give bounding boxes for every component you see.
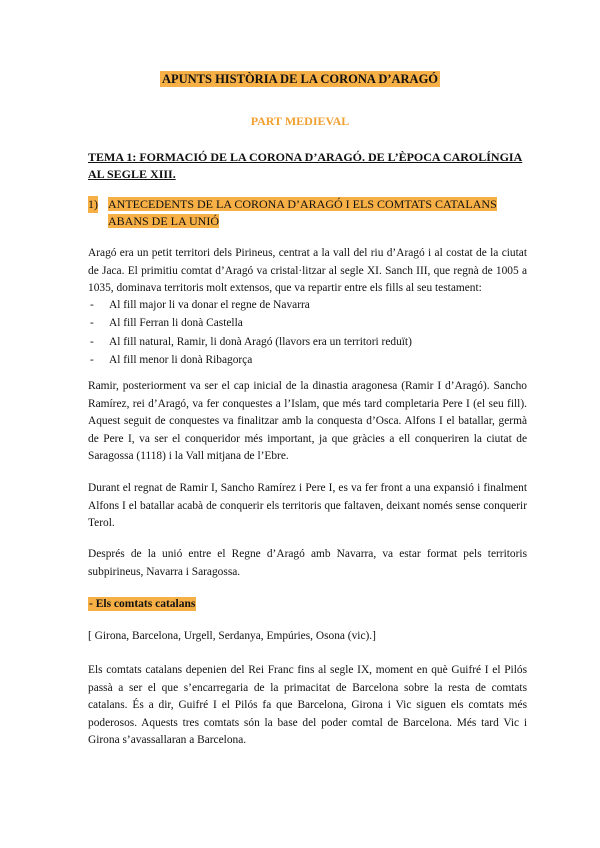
- bullet-list: [88, 296, 528, 369]
- paragraph-3: Durant el regnat de Ramir I, Sancho Ramírez i Pere I, es va fer front a una expansió i finalment Alfons I el batallar acabà de conquerir els territoris que faltaven, deixant només sense conquerir Terol.: [88, 482, 527, 529]
- section-1-title: ANTECEDENTS DE LA CORONA D’ARAGÓ I ELS COMTATS CATALANS ABANS DE LA UNIÓ: [108, 197, 497, 228]
- subsection-heading: [88, 598, 196, 610]
- document-title: [0, 72, 600, 87]
- list-item: - Al fill menor li donà Ribagorça: [88, 351, 528, 369]
- paragraph-1: Aragó era un petit territori dels Pirineus, centrat a la vall del riu d’Aragó i al costat de la ciutat de Jaca. El primitiu comtat d’Aragó va cristal·litzar al segle XI. Sanch III, que regnà de 1005 a 1035, dominava territoris molt extensos, que va repartir entre els fills al seu testament:: [88, 247, 527, 294]
- list-item: - Al fill natural, Ramir, li donà Aragó (llavors era un territori reduït): [88, 333, 528, 351]
- document-title-text: APUNTS HISTÒRIA DE LA CORONA D’ARAGÓ: [161, 72, 439, 86]
- document-subtitle: PART MEDIEVAL: [250, 114, 350, 128]
- section-1-heading: [88, 196, 528, 230]
- tema-heading: TEMA 1: FORMACIÓ DE LA CORONA D’ARAGÓ. DE L’ÈPOCA CAROLÍNGIA AL SEGLE XIII.: [88, 150, 523, 181]
- subsection-heading-text: - Els comtats catalans: [89, 598, 196, 610]
- county-list: [ Girona, Barcelona, Urgell, Serdanya, Empúries, Osona (vic).]: [88, 630, 376, 642]
- list-item: - Al fill major li va donar el regne de Navarra: [88, 296, 528, 314]
- paragraph-2: Ramir, posteriorment va ser el cap inicial de la dinastia aragonesa (Ramir I d’Aragó). Sancho Ramírez, rei d’Aragó, va fer conquestes a l’Islam, que més tard completaria Pere I (el seu fill). Aquest seguit de conquestes va finalitzar amb la conquesta d’Osca. Alfons I el batallar, germà de Pere I, va ser el conqueridor més important, ja que gràcies a ell conqueriren la ciutat de Saragossa (1118) i la Vall mitjana de l’Ebre.: [88, 380, 527, 462]
- paragraph-5: Els comtats catalans depenien del Rei Franc fins al segle IX, moment en què Guifré I el Pilós passà a ser el que s’encarregaria de la primacitat de Barcelona sobre la resta de comtats catalans. És a dir, Guifré I el Pilós fa que Barcelona, Girona i Vic siguen els comtats més poderosos. Aquests tres comtats són la base del poder comtal de Barcelona. Més tard Vic i Girona s’avassallaran a Barcelona.: [88, 664, 527, 746]
- list-item: - Al fill Ferran li donà Castella: [88, 314, 528, 332]
- section-1-number: 1): [88, 197, 98, 211]
- paragraph-4: Després de la unió entre el Regne d’Aragó amb Navarra, va estar format pels territoris subpirineus, Navarra i Saragossa.: [88, 548, 527, 578]
